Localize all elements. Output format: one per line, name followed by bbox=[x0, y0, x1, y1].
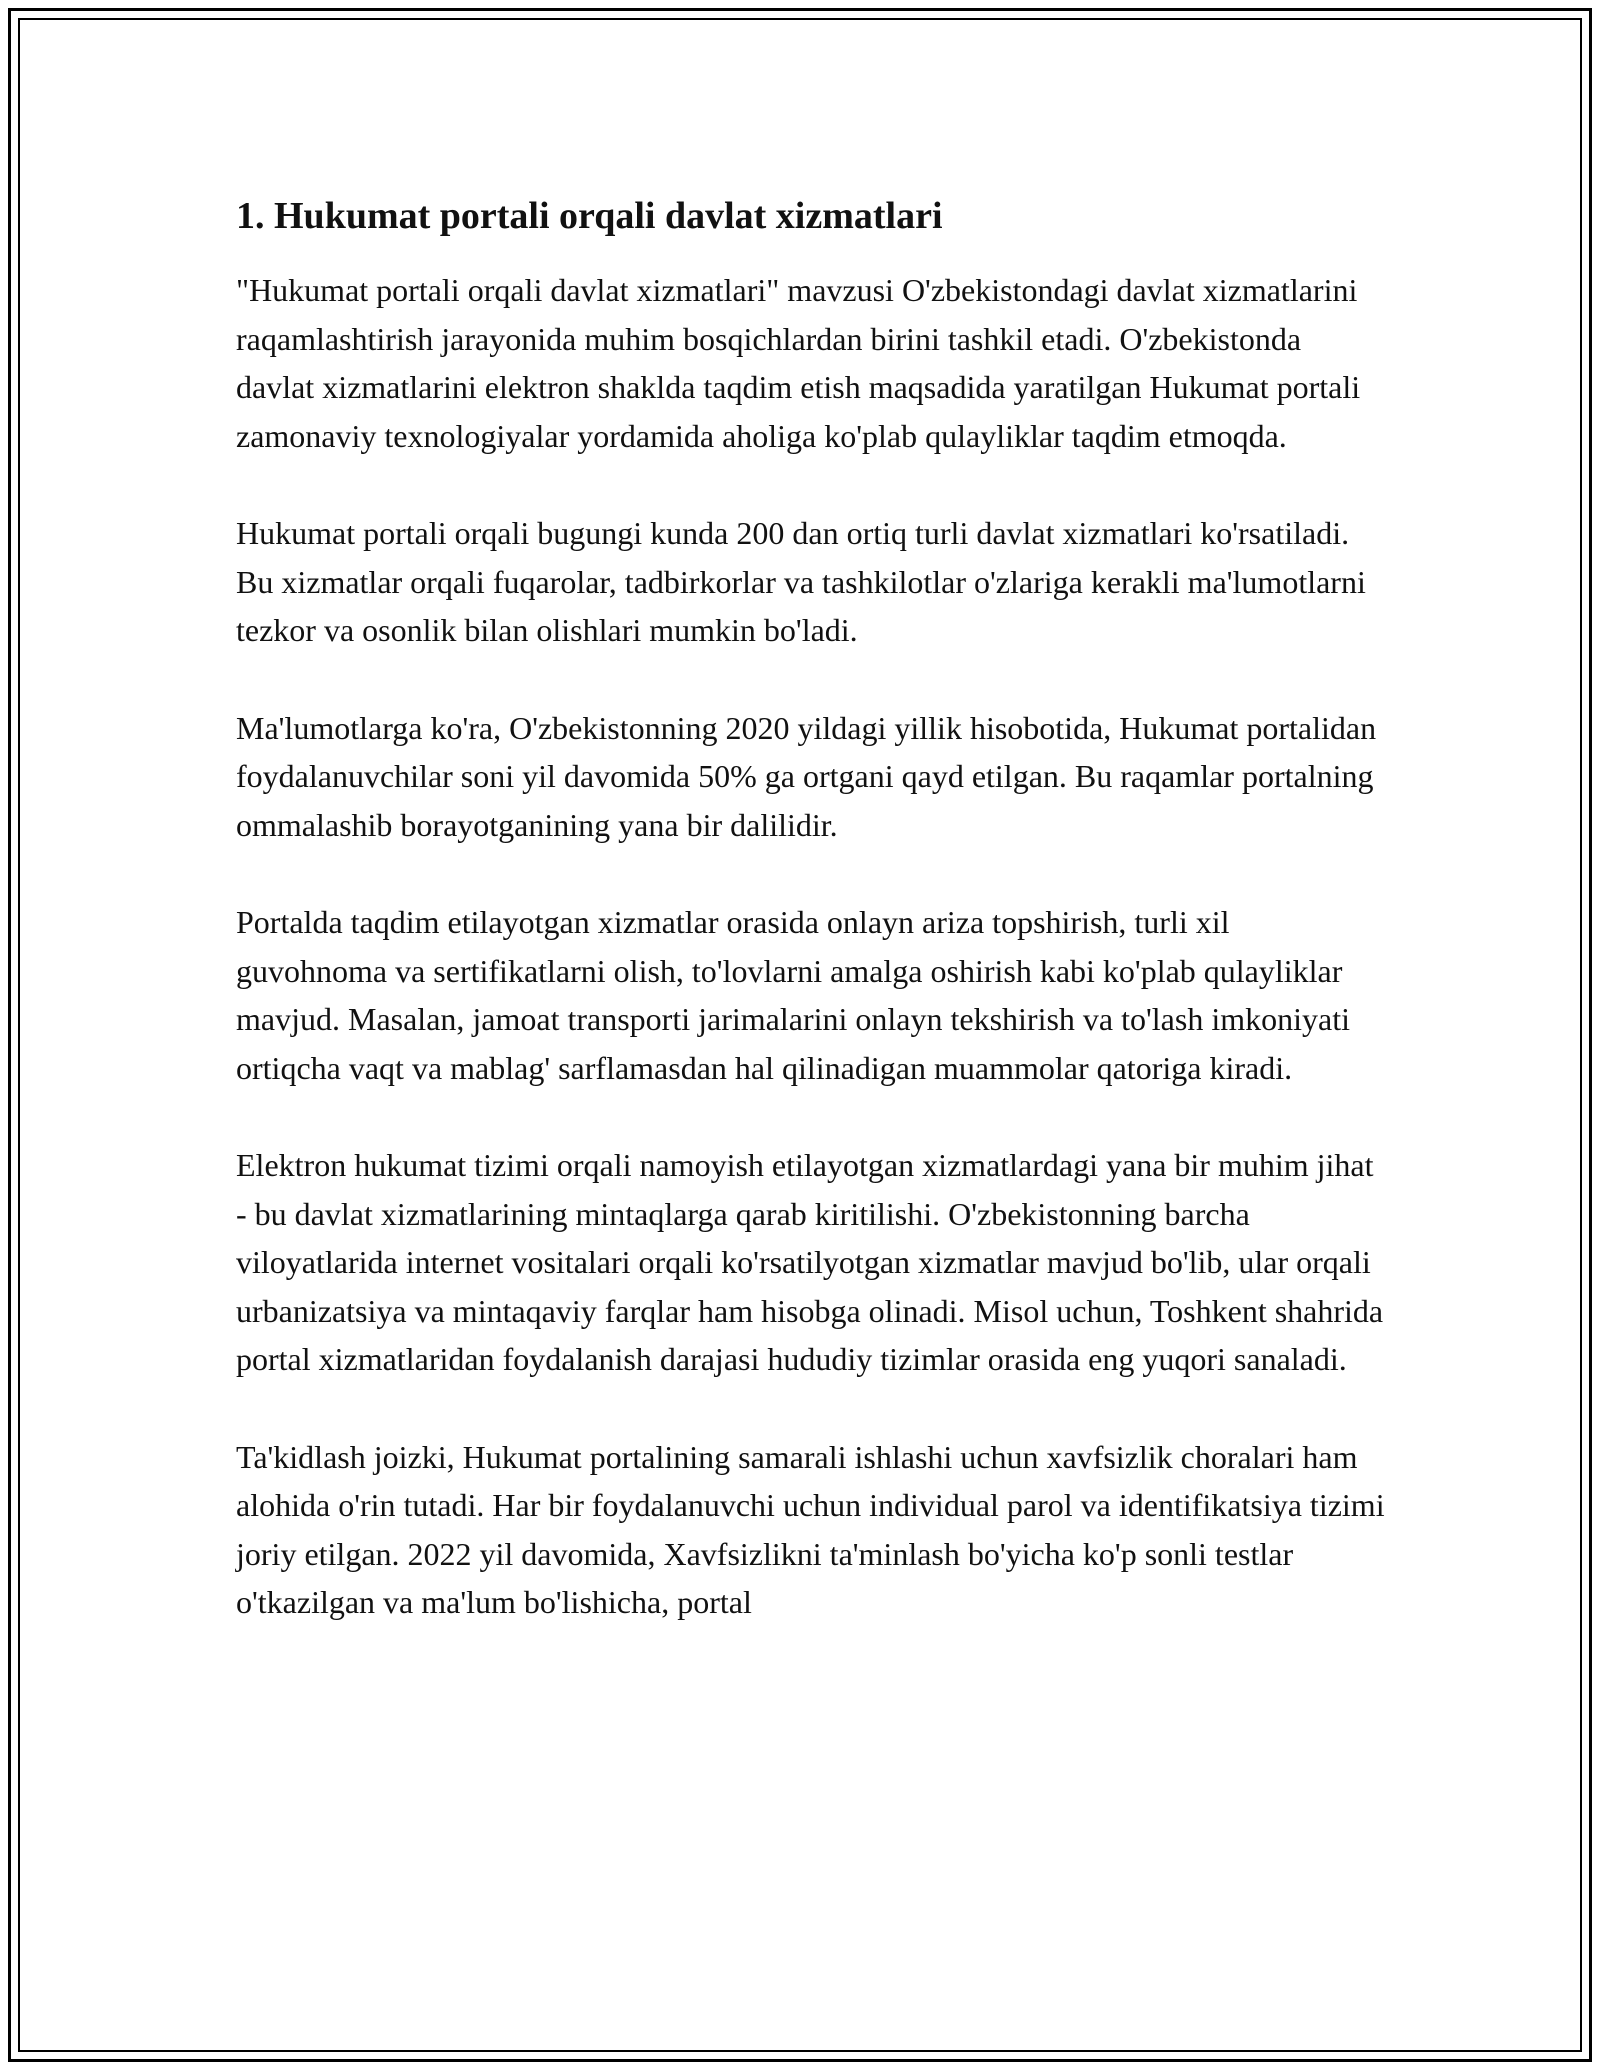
paragraph-6: Ta'kidlash joizki, Hukumat portalining samarali ishlashi uchun xavfsizlik choralari ham alohida o'rin tutadi. Har bir foydalanuvchi uchun individual parol va identifikatsiya tizimi joriy etilgan. 2022 yil davomida, Xavfsizlikni ta'minlash bo'yicha ko'p sonli testlar o'tkazilgan va ma'lum bo'lishicha, portal bbox=[236, 1438, 1385, 1620]
paragraph-2: Hukumat portali orqali bugungi kunda 200 dan ortiq turli davlat xizmatlari ko'rsatiladi. Bu xizmatlar orqali fuqarolar, tadbirkorlar va tashkilotlar o'zlariga kerakli ma'lumotlarni tezkor va osonlik bilan olishlari mumkin bo'ladi. bbox=[236, 515, 1366, 648]
paragraph-5: Elektron hukumat tizimi orqali namoyish etilayotgan xizmatlardagi yana bir muhim jihat - bu davlat xizmatlarining mintaqlarga qarab kiritilishi. O'zbekistonning barcha viloyatlarida internet vositalari orqali ko'rsatilyotgan xizmatlar mavjud bo'lib, ular orqali urbanizatsiya va mintaqaviy farqlar ham hisobga olinadi. Misol uchun, Toshkent shahrida portal xizmatlaridan foydalanish darajasi hududiy tizimlar orasida eng yuqori sanaladi. bbox=[236, 1147, 1384, 1377]
document-body bbox=[236, 190, 1386, 1676]
section-heading: 1. Hukumat portali orqali davlat xizmatlari bbox=[236, 195, 943, 237]
paragraph-4: Portalda taqdim etilayotgan xizmatlar orasida onlayn ariza topshirish, turli xil guvohnoma va sertifikatlarni olish, to'lovlarni amalga oshirish kabi ko'plab qulayliklar mavjud. Masalan, jamoat transporti jarimalarini onlayn tekshirish va to'lash imkoniyati ortiqcha vaqt va mablag' sarflamasdan hal qilinadigan muammolar qatoriga kiradi. bbox=[236, 904, 1350, 1086]
paragraph-3: Ma'lumotlarga ko'ra, O'zbekistonning 2020 yildagi yillik hisobotida, Hukumat portalidan foydalanuvchilar soni yil davomida 50% ga ortgani qayd etilgan. Bu raqamlar portalning ommalashib borayotganining yana bir dalilidir. bbox=[236, 709, 1377, 843]
paragraph-1: "Hukumat portali orqali davlat xizmatlari" mavzusi O'zbekistondagi davlat xizmatlarini raqamlashtirish jarayonida muhim bosqichlardan birini tashkil etadi. O'zbekistonda davlat xizmatlarini elektron shaklda taqdim etish maqsadida yaratilgan Hukumat portali zamonaviy texnologiyalar yordamida aholiga ko'plab qulayliklar taqdim etmoqda. bbox=[236, 272, 1361, 454]
